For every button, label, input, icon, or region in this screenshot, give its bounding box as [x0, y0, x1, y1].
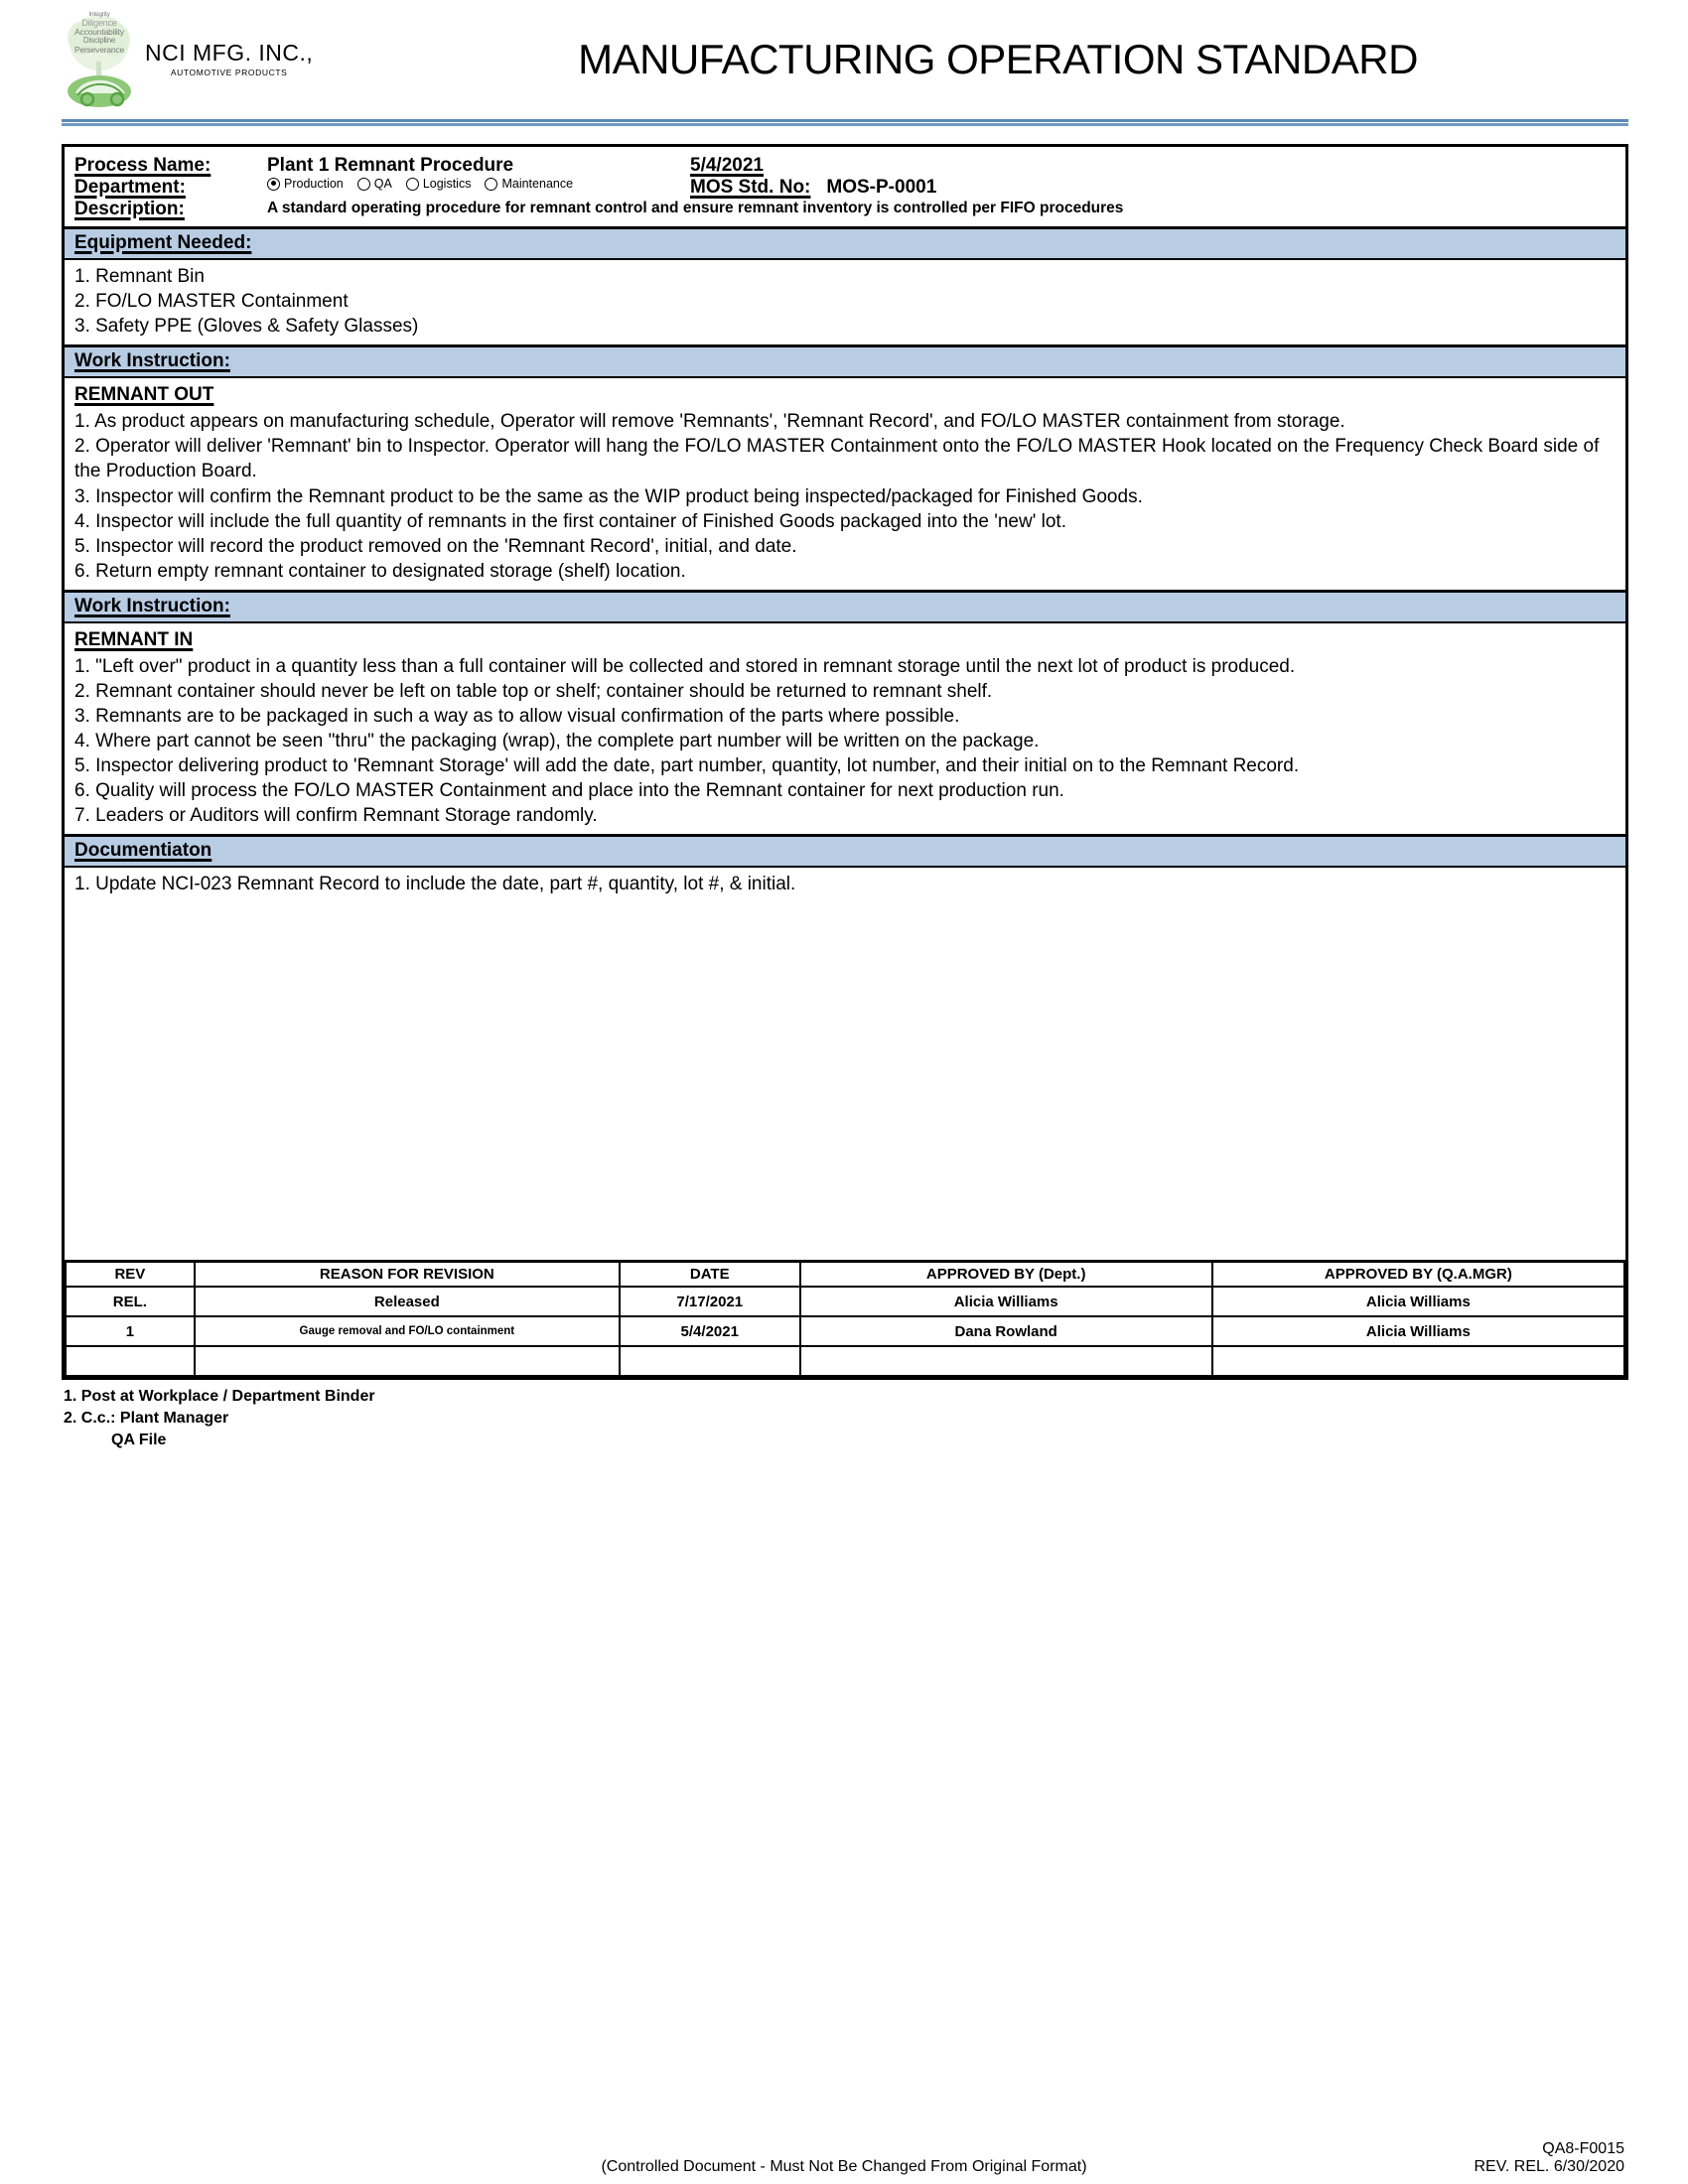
radio-button-icon[interactable] — [357, 178, 370, 191]
radio-option-logistics[interactable] — [406, 177, 472, 191]
radio-label-qa: QA — [373, 177, 392, 191]
logo-word-3: Discipline — [82, 36, 116, 46]
list-item: 1. Remnant Bin — [74, 266, 205, 287]
radio-button-icon[interactable] — [406, 178, 419, 191]
logo-value-words — [60, 12, 139, 54]
work-instruction-in-header — [65, 590, 1625, 623]
page-footer — [40, 2140, 1648, 2176]
logo-word-2: Accountability — [74, 27, 124, 38]
company-logo — [60, 10, 357, 109]
equipment-section-body — [65, 260, 1625, 344]
list-item: 4. Where part cannot be seen "thru" the packaging (wrap), the complete part number will be written on the package. — [74, 731, 1040, 752]
list-item: 6. Return empty remnant container to designated storage (shelf) location. — [74, 560, 686, 582]
column-header-approved-qa: APPROVED BY (Q.A.MGR) — [1212, 1262, 1624, 1288]
mos-number-row — [690, 177, 936, 199]
list-item: 4. Inspector will include the full quantity of remnants in the first container of Finished Goods packaged into the 'new' lot. — [74, 510, 1066, 532]
cell-date: 5/4/2021 — [620, 1316, 800, 1346]
post-note-2: QA File — [111, 1431, 167, 1448]
radio-option-production[interactable] — [267, 177, 344, 191]
table-row — [66, 1346, 1624, 1376]
logo-word-1: Diligence — [81, 17, 117, 28]
post-note-1: 2. C.c.: Plant Manager — [64, 1410, 229, 1428]
table-row — [66, 1316, 1624, 1346]
header-divider — [62, 119, 1628, 126]
cell-date — [620, 1346, 800, 1376]
process-date-value[interactable]: 5/4/2021 — [690, 155, 764, 176]
list-item: 2. Operator will deliver 'Remnant' bin to Inspector. Operator will hang the FO/LO MASTER Containment onto the FO/LO MASTER Hook located on the Frequency Check Board side of the Production Board. — [74, 436, 1600, 482]
work-instruction-out-header — [65, 344, 1625, 378]
cell-approved-dept: Alicia Williams — [800, 1287, 1212, 1316]
work-instruction-out-heading: Work Instruction: — [74, 350, 230, 372]
list-item: 2. Remnant container should never be left on table top or shelf; container should be returned to remnant shelf. — [74, 681, 993, 703]
form-code: QA8-F0015 — [1542, 2140, 1624, 2157]
column-header-rev: REV — [66, 1262, 195, 1288]
cell-approved-qa — [1212, 1346, 1624, 1376]
radio-label-logistics: Logistics — [422, 177, 472, 191]
company-name-block — [139, 42, 313, 77]
documentation-section-body — [65, 868, 1625, 1260]
documentation-heading: Documentiaton — [74, 840, 212, 862]
radio-label-production: Production — [284, 177, 344, 191]
cell-rev: REL. — [66, 1287, 195, 1316]
radio-button-icon[interactable] — [485, 178, 497, 191]
cell-reason: Released — [195, 1287, 620, 1316]
department-label: Department: — [74, 177, 186, 198]
company-name: NCI MFG. INC., — [145, 40, 314, 66]
form-header — [65, 147, 1625, 226]
cell-approved-qa: Alicia Williams — [1212, 1287, 1624, 1316]
cell-reason: Gauge removal and FO/LO containment — [195, 1316, 620, 1346]
tree-car-logo-icon — [60, 10, 139, 109]
radio-label-maintenance: Maintenance — [501, 177, 574, 191]
list-item: 7. Leaders or Auditors will confirm Remnant Storage randomly. — [74, 805, 598, 827]
work-instruction-out-body — [65, 378, 1625, 590]
list-item: 3. Inspector will confirm the Remnant product to be the same as the WIP product being inspected/packaged for Finished Goods. — [74, 485, 1143, 507]
revision-release-date: REV. REL. 6/30/2020 — [1474, 2158, 1624, 2175]
list-item: 1. As product appears on manufacturing schedule, Operator will remove 'Remnants', 'Remnant Record', and FO/LO MASTER containment from storage. — [74, 411, 1345, 433]
revision-table — [65, 1260, 1625, 1377]
list-item: 5. Inspector will record the product removed on the 'Remnant Record', initial, and date. — [74, 535, 797, 557]
masthead — [40, 0, 1648, 119]
column-header-reason: REASON FOR REVISION — [195, 1262, 620, 1288]
post-note-0: 1. Post at Workplace / Department Binder — [64, 1388, 375, 1406]
description-row — [263, 199, 1625, 220]
radio-button-icon[interactable] — [267, 178, 280, 191]
list-item: 1. Update NCI-023 Remnant Record to include the date, part #, quantity, lot #, & initial. — [74, 874, 796, 895]
cell-rev — [66, 1346, 195, 1376]
logo-word-4: Perseverance — [73, 44, 125, 55]
radio-option-maintenance[interactable] — [485, 177, 573, 191]
cell-reason — [195, 1346, 620, 1376]
column-header-approved-dept: APPROVED BY (Dept.) — [800, 1262, 1212, 1288]
column-header-date: DATE — [620, 1262, 800, 1288]
list-item: 1. "Left over" product in a quantity less than a full container will be collected and stored in remnant storage until the next lot of product is produced. — [74, 655, 1296, 677]
cell-approved-dept: Dana Rowland — [800, 1316, 1212, 1346]
controlled-document-note: (Controlled Document - Must Not Be Changed From Original Format) — [601, 2158, 1087, 2175]
process-name-label: Process Name: — [74, 155, 211, 176]
mos-number-value[interactable]: MOS-P-0001 — [826, 177, 937, 198]
mos-number-label: MOS Std. No: — [690, 177, 811, 198]
cell-date: 7/17/2021 — [620, 1287, 800, 1316]
footer-row — [40, 2158, 1648, 2176]
company-tagline: AUTOMOTIVE PRODUCTS — [170, 68, 288, 77]
table-row — [66, 1287, 1624, 1316]
list-item: 3. Remnants are to be packaged in such a way as to allow visual confirmation of the parts where possible. — [74, 706, 960, 728]
distribution-notes — [64, 1386, 1648, 1450]
equipment-section-header — [65, 226, 1625, 260]
list-item: 2. FO/LO MASTER Containment — [74, 291, 349, 313]
work-instruction-in-heading: Work Instruction: — [74, 595, 230, 616]
remnant-out-subheading: REMNANT OUT — [74, 384, 214, 406]
department-radio-group[interactable] — [263, 177, 690, 191]
remnant-in-subheading: REMNANT IN — [74, 628, 194, 650]
radio-option-qa[interactable] — [357, 177, 392, 191]
table-header-row — [66, 1262, 1624, 1288]
process-name-value[interactable]: Plant 1 Remnant Procedure — [267, 155, 514, 176]
cell-approved-dept — [800, 1346, 1212, 1376]
cell-rev: 1 — [66, 1316, 195, 1346]
equipment-heading: Equipment Needed: — [74, 232, 252, 253]
cell-approved-qa: Alicia Williams — [1212, 1316, 1624, 1346]
list-item: 6. Quality will process the FO/LO MASTER Containment and place into the Remnant container for next production run. — [74, 780, 1064, 802]
department-row — [263, 177, 1625, 199]
page-title: MANUFACTURING OPERATION STANDARD — [578, 36, 1418, 82]
list-item: 3. Safety PPE (Gloves & Safety Glasses) — [74, 316, 419, 338]
list-item: 5. Inspector delivering product to 'Remnant Storage' will add the date, part number, quantity, lot number, and their initial on to the Remnant Record. — [74, 755, 1300, 777]
process-name-row — [263, 155, 1625, 177]
work-instruction-in-body — [65, 623, 1625, 835]
logo-word-0: Integrity — [88, 11, 110, 18]
documentation-section-header — [65, 834, 1625, 868]
standard-form — [62, 144, 1628, 1380]
description-value[interactable]: A standard operating procedure for remnant control and ensure remnant inventory is controlled per FIFO procedures — [267, 200, 1124, 216]
description-label: Description: — [74, 199, 185, 219]
